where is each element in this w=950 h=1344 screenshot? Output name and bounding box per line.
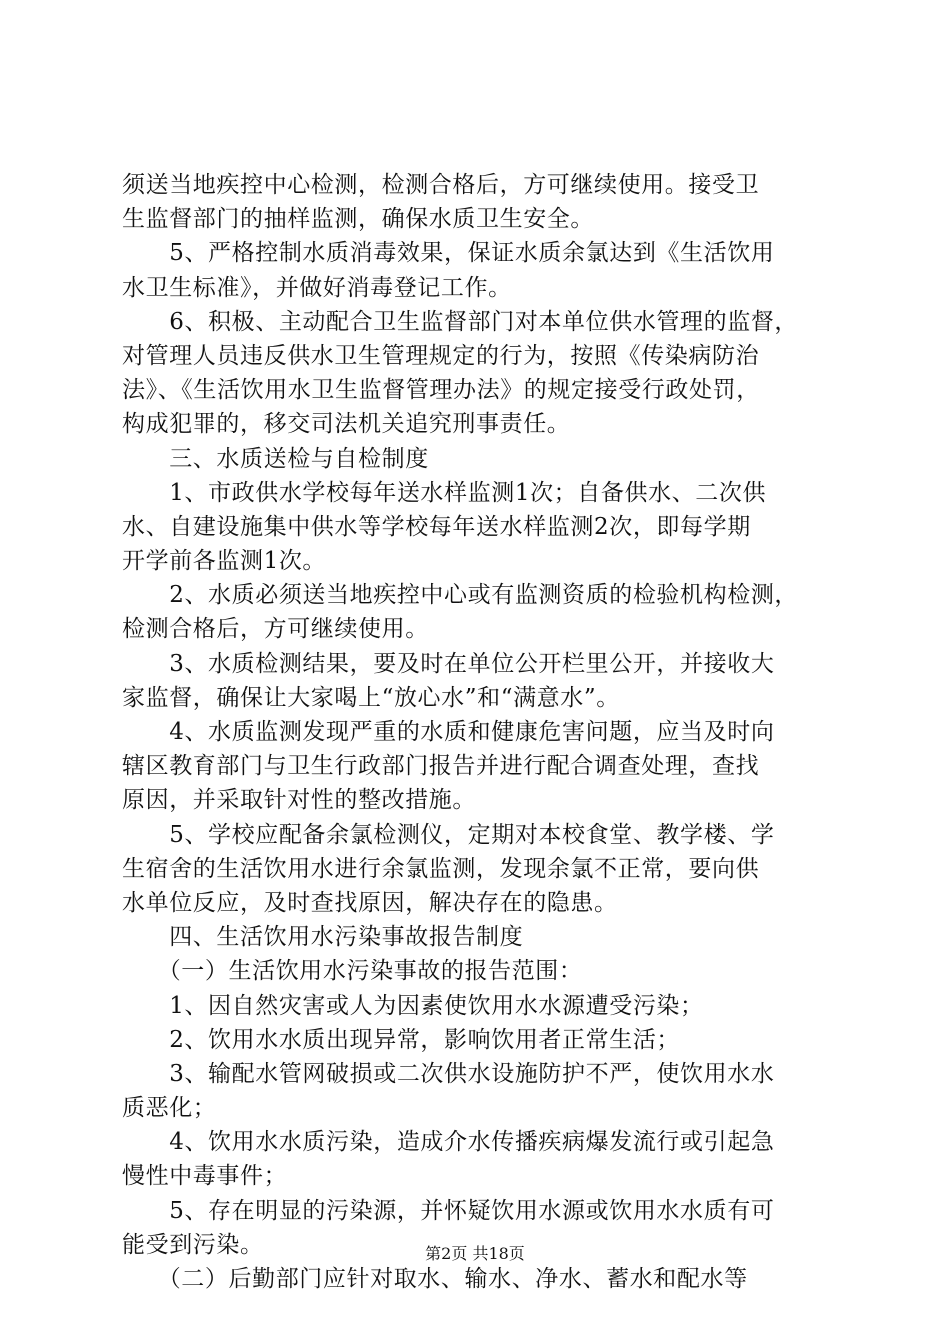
text-line: 6、积极、主动配合卫生监督部门对本单位供水管理的监督， [122,308,799,335]
text-line: 5、严格控制水质消毒效果，保证水质余氯达到《生活饮用 [122,240,775,267]
text-line: 水、自建设施集中供水等学校每年送水样监测2次，即每学期 [122,513,751,540]
text-line: 法》、《生活饮用水卫生监督管理办法》的规定接受行政处罚， [122,377,760,404]
text-line: 4、饮用水水质污染，造成介水传播疾病爆发流行或引起急 [122,1129,775,1156]
subsection-heading: （一）生活饮用水污染事故的报告范围： [122,958,583,985]
text-line: 5、存在明显的污染源，并怀疑饮用水源或饮用水水质有可 [122,1197,775,1224]
text-line: 辖区教育部门与卫生行政部门报告并进行配合调查处理，查找 [122,753,760,780]
text-line: 构成犯罪的，移交司法机关追究刑事责任。 [122,411,571,438]
text-line: 水卫生标准》，并做好消毒登记工作。 [122,274,512,301]
text-line: 5、学校应配备余氯检测仪，定期对本校食堂、教学楼、学 [122,821,775,848]
text-line: 家监督，确保让大家喝上“放心水”和“满意水”。 [122,684,620,711]
text-line: 原因，并采取针对性的整改措施。 [122,787,476,814]
section-heading: 三、水质送检与自检制度 [122,445,429,472]
text-line: 须送当地疾控中心检测，检测合格后，方可继续使用。接受卫 [122,172,760,198]
text-line: 检测合格后，方可继续使用。 [122,616,429,643]
text-line: 3、输配水管网破损或二次供水设施防护不严，使饮用水水 [122,1060,775,1087]
text-line: 生监督部门的抽样监测，确保水质卫生安全。 [122,206,594,233]
text-line: 开学前各监测1次。 [122,548,327,575]
text-line: 慢性中毒事件； [122,1163,288,1190]
page-number-footer: 第2页 共18页 [425,1244,525,1263]
text-line: 对管理人员违反供水卫生管理规定的行为，按照《传染病防治 [122,342,760,369]
text-line: 1、因自然灾害或人为因素使饮用水水源遭受污染； [122,992,704,1019]
text-line: 质恶化； [122,1095,217,1122]
text-line: （二）后勤部门应针对取水、输水、净水、蓄水和配水等 [122,1266,748,1292]
text-line: 2、饮用水水质出现异常，影响饮用者正常生活； [122,1026,681,1053]
text-line: 1、市政供水学校每年送水样监测1次；自备供水、二次供 [122,479,767,506]
document-body [122,168,838,1296]
text-line: 2、水质必须送当地疾控中心或有监测资质的检验机构检测， [122,582,799,609]
text-line: 3、水质检测结果，要及时在单位公开栏里公开，并接收大 [122,650,775,677]
text-line: 能受到污染。 [122,1231,264,1258]
text-line: 4、水质监测发现严重的水质和健康危害问题，应当及时向 [122,719,775,745]
section-heading: 四、生活饮用水污染事故报告制度 [122,924,524,951]
text-line: 水单位反应，及时查找原因，解决存在的隐患。 [122,889,618,916]
text-line: 生宿舍的生活饮用水进行余氯监测，发现余氯不正常，要向供 [122,855,760,882]
